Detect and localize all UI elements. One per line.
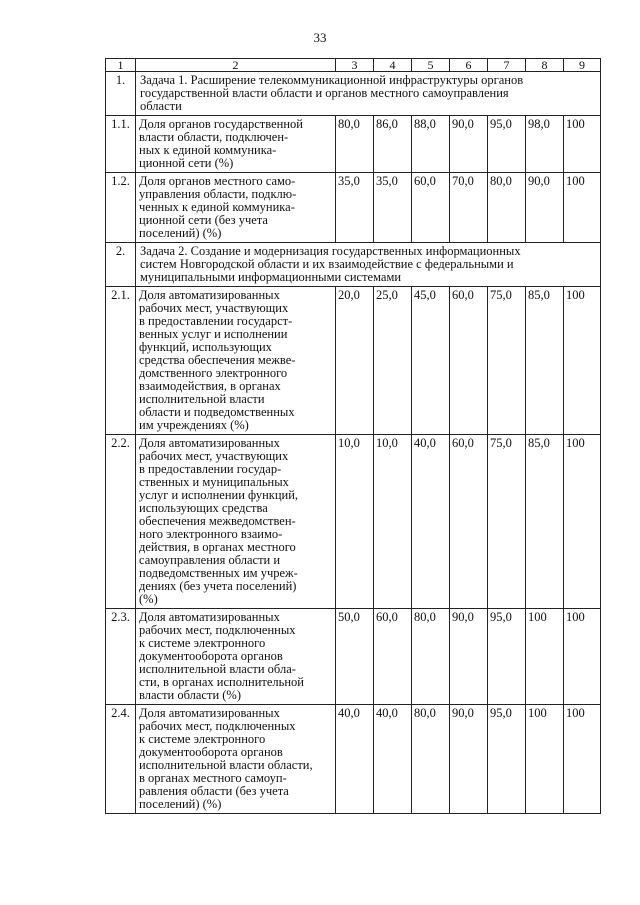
value-cell: 80,0 [412, 705, 450, 814]
value-cell: 85,0 [526, 435, 564, 609]
value-cell: 60,0 [412, 173, 450, 243]
value-cell: 100 [564, 116, 601, 173]
text-line: ционной сети (без учета [139, 213, 268, 227]
table-body [106, 72, 601, 814]
row-number: 1.1. [106, 116, 136, 173]
value-cell: 100 [564, 609, 601, 705]
text-line: ных к единой коммуника- [139, 143, 277, 157]
text-line: дениях (без учета поселений) [139, 579, 297, 593]
text-line: власти области, подключен- [139, 130, 289, 144]
text-line: в предоставлении государ- [139, 462, 282, 476]
text-line: ственных и муниципальных [139, 475, 289, 489]
text-line: государственной власти области и органов местного самоуправления [140, 86, 509, 100]
task-title [136, 72, 601, 116]
value-cell: 95,0 [488, 609, 526, 705]
text-line: области и подведомственных [139, 405, 295, 419]
text-line: документооборота органов [139, 745, 283, 759]
text-line: муниципальными информационными системами [140, 270, 402, 284]
text-line: области [140, 99, 182, 113]
column-header: 1 [106, 59, 136, 72]
indicator-name [136, 287, 336, 435]
text-line: ного электронного взаимо- [139, 527, 283, 541]
text-line: действия, в органах местного [139, 540, 296, 554]
column-header: 4 [374, 59, 412, 72]
value-cell: 95,0 [488, 705, 526, 814]
column-header: 6 [450, 59, 488, 72]
value-cell: 45,0 [412, 287, 450, 435]
text-line: рабочих мест, участвующих [139, 301, 289, 315]
text-line: им учреждениях (%) [139, 418, 249, 432]
text-line: к системе электронного [139, 636, 266, 650]
text-line: ченных к единой коммуника- [139, 200, 295, 214]
text-line: исполнительной власти [139, 392, 265, 406]
indicator-row [106, 116, 601, 173]
text-line: обеспечения межведомствен- [139, 514, 296, 528]
text-line: Доля автоматизированных [139, 288, 280, 302]
value-cell: 40,0 [412, 435, 450, 609]
indicator-row [106, 435, 601, 609]
indicator-name [136, 116, 336, 173]
indicator-name [136, 705, 336, 814]
column-header: 8 [526, 59, 564, 72]
value-cell: 100 [526, 609, 564, 705]
row-number: 2.1. [106, 287, 136, 435]
row-number: 2.4. [106, 705, 136, 814]
text-line: подведомственных им учреж- [139, 566, 298, 580]
value-cell: 100 [564, 287, 601, 435]
value-cell: 80,0 [412, 609, 450, 705]
value-cell: 100 [564, 173, 601, 243]
column-header: 5 [412, 59, 450, 72]
value-cell: 80,0 [488, 173, 526, 243]
text-line: рабочих мест, участвующих [139, 449, 289, 463]
value-cell: 90,0 [450, 609, 488, 705]
column-header: 9 [564, 59, 601, 72]
value-cell: 85,0 [526, 287, 564, 435]
text-line: документооборота органов [139, 649, 283, 663]
text-line: Задача 2. Создание и модернизация государственных информационных [140, 244, 521, 258]
text-line: исполнительной власти обла- [139, 662, 296, 676]
text-line: управления области, подклю- [139, 187, 297, 201]
text-line: систем Новгородской области и их взаимодействие с федеральными и [140, 257, 514, 271]
text-line: ционной сети (%) [139, 156, 234, 170]
indicator-name [136, 173, 336, 243]
task-title [136, 243, 601, 287]
value-cell: 40,0 [374, 705, 412, 814]
text-line: власти области (%) [139, 688, 241, 702]
value-cell: 35,0 [336, 173, 374, 243]
indicator-row [106, 705, 601, 814]
value-cell: 90,0 [450, 116, 488, 173]
value-cell: 50,0 [336, 609, 374, 705]
column-header: 3 [336, 59, 374, 72]
value-cell: 60,0 [374, 609, 412, 705]
value-cell: 100 [564, 705, 601, 814]
value-cell: 100 [564, 435, 601, 609]
value-cell: 25,0 [374, 287, 412, 435]
indicator-name [136, 609, 336, 705]
value-cell: 20,0 [336, 287, 374, 435]
text-line: к системе электронного [139, 732, 266, 746]
value-cell: 88,0 [412, 116, 450, 173]
value-cell: 95,0 [488, 116, 526, 173]
task-row [106, 243, 601, 287]
text-line: в предоставлении государст- [139, 314, 293, 328]
value-cell: 40,0 [336, 705, 374, 814]
page-number: 33 [313, 30, 327, 45]
value-cell: 90,0 [450, 705, 488, 814]
value-cell: 60,0 [450, 287, 488, 435]
row-number: 2.3. [106, 609, 136, 705]
row-number: 2. [106, 243, 136, 287]
text-line: взаимодействия, в органах [139, 379, 281, 393]
text-line: самоуправления области и [139, 553, 281, 567]
text-line: рабочих мест, подключенных [139, 719, 296, 733]
text-line: Доля автоматизированных [139, 706, 280, 720]
text-line: исполнительной власти области, [139, 758, 313, 772]
value-cell: 75,0 [488, 287, 526, 435]
task-row [106, 72, 601, 116]
text-line: сти, в органах исполнительной [139, 675, 304, 689]
text-line: (%) [139, 592, 158, 606]
row-number: 1. [106, 72, 136, 116]
column-header: 7 [488, 59, 526, 72]
value-cell: 98,0 [526, 116, 564, 173]
text-line: равления области (без учета [139, 784, 289, 798]
value-cell: 70,0 [450, 173, 488, 243]
text-line: Доля автоматизированных [139, 436, 280, 450]
text-line: Доля органов местного само- [139, 174, 296, 188]
indicator-row [106, 173, 601, 243]
text-line: использующих средства [139, 501, 268, 515]
text-line: поселений) (%) [139, 226, 222, 240]
text-line: в органах местного самоуп- [139, 771, 287, 785]
text-line: венных услуг и исполнении [139, 327, 288, 341]
value-cell: 80,0 [336, 116, 374, 173]
indicator-row [106, 609, 601, 705]
value-cell: 86,0 [374, 116, 412, 173]
value-cell: 35,0 [374, 173, 412, 243]
row-number: 2.2. [106, 435, 136, 609]
text-line: рабочих мест, подключенных [139, 623, 296, 637]
value-cell: 10,0 [374, 435, 412, 609]
text-line: Доля органов государственной [139, 117, 303, 131]
value-cell: 90,0 [526, 173, 564, 243]
indicator-row [106, 287, 601, 435]
indicator-name [136, 435, 336, 609]
value-cell: 75,0 [488, 435, 526, 609]
text-line: услуг и исполнении функций, [139, 488, 299, 502]
value-cell: 10,0 [336, 435, 374, 609]
indicators-table [105, 58, 601, 814]
value-cell: 60,0 [450, 435, 488, 609]
text-line: Доля автоматизированных [139, 610, 280, 624]
text-line: домственного электронного [139, 366, 288, 380]
value-cell: 100 [526, 705, 564, 814]
text-line: поселений) (%) [139, 797, 222, 811]
column-header: 2 [136, 59, 336, 72]
row-number: 1.2. [106, 173, 136, 243]
header-row [106, 59, 601, 72]
text-line: функций, использующих [139, 340, 272, 354]
text-line: Задача 1. Расширение телекоммуникационной инфраструктуры органов [140, 73, 524, 87]
text-line: средства обеспечения межве- [139, 353, 296, 367]
